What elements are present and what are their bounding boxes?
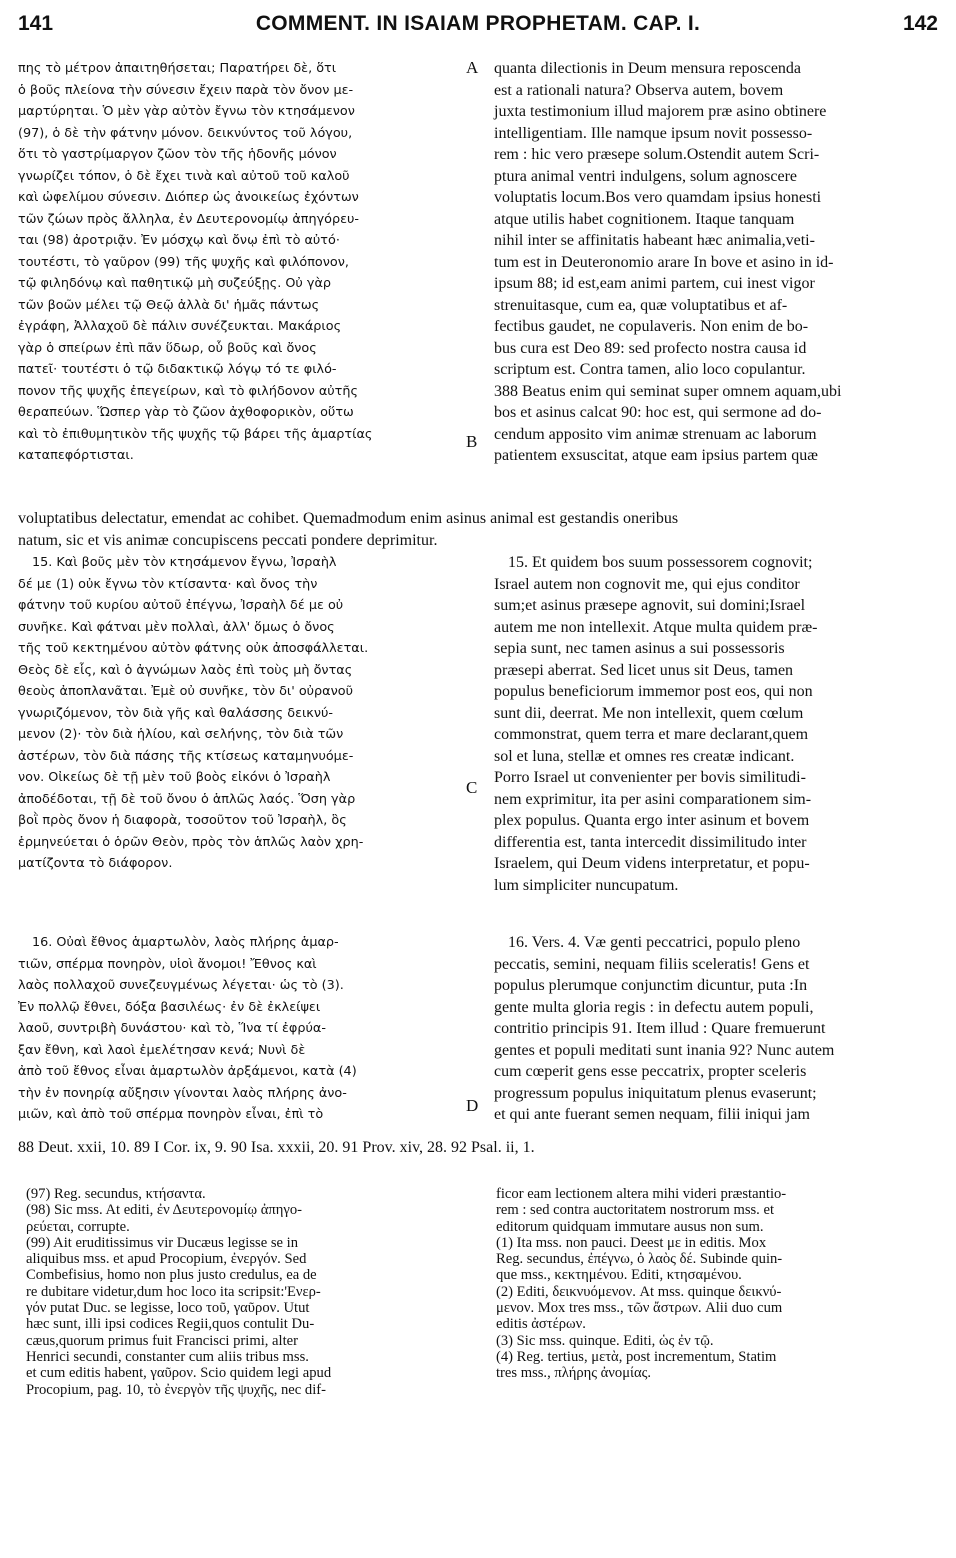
text-line: plex populus. Quanta ergo inter asinum et bovem [494,812,810,829]
text-line: lum simpliciter nuncupatum. [494,876,679,894]
text-line: cum cœperit gens esse peccatrix, propter sceleris [494,1063,807,1080]
text-line: ματίζοντα τὸ διάφορον. [18,856,173,871]
text-line: fectibus gaudet, ne copulaveris. Non enim de bo- [494,318,809,335]
text-line: τῷ φιληδόνῳ καὶ παθητικῷ μὴ συζεύξῃς. Οὐ γὰρ [18,276,332,291]
text-line: Israelem, qui Deum videns interpretatur, et popu- [494,855,810,872]
text-line: sepia sunt, nec tamen asinus a sui possessoris [494,640,785,657]
text-line: autem me non intellexit. Atque multa quidem præ- [494,618,818,636]
text-line: sunt dii, deerrat. Me non intellexit, quem cœlum [494,704,804,722]
text-line: μενον (2)· τὸν διὰ ἡλίου, καὶ σελήνης, τὸν διὰ τῶν [18,727,344,742]
text-line: præsepi aberrat. Sed licet unus sit Deus, tamen [494,661,794,679]
text-line: μιῶν, καὶ ἀπὸ τοῦ σπέρμα πονηρὸν εἶναι, ἐπὶ τὸ [18,1107,324,1122]
text-line: patientem exsuscitat, atque eam ipsius partem quæ [494,447,818,464]
text-line: rem : hic vero præsepe solum.Ostendit autem Scri- [494,146,820,163]
text-line: 16. Vers. 4. Væ genti peccatrici, populo pleno [508,934,801,951]
text-line: τὴν ἐν πονηρίᾳ αὔξησιν γίνονται λαὸς πλήρης ἀνο- [18,1085,347,1101]
scripture-references: 88 Deut. xxii, 10. 89 I Cor. ix, 9. 90 Isa. xxxii, 20. 91 Prov. xiv, 28. 92 Psal. ii, 1. [18,1139,535,1156]
note-line: tres mss., πλήρης ἀνομίας. [496,1365,652,1382]
text-line: Porro Israel ut convenienter per bovis similitudi- [494,769,806,786]
text-line: ἀπὸ τοῦ ἔθνος εἶναι ἁμαρτωλὸν ἀρξάμενοι, κατὰ (4) [18,1064,357,1079]
text-line: καὶ ὠφελίμου σύνεσιν. Διόπερ ὡς ἀνοικείως ἐχόντων [18,190,359,205]
note-line: (99) Ait eruditissimus vir Ducæus legisse se in [26,1234,298,1251]
note-line: cæus,quorum primus fuit Francisci primi, alter [26,1332,298,1349]
note-line: (3) Sic mss. quinque. Editi, ὡς ἐν τῷ. [496,1332,714,1349]
text-line: sum;et asinus præsepe agnovit, sui domini;Israel [494,597,806,614]
text-line: ptura animal ventri indulgens, solum agnoscere [494,167,798,185]
text-line: est a rationali natura? Observa autem, bovem [494,81,784,99]
footnotes-right [496,1186,936,1382]
text-line: 15. Et quidem bos suum possessorem cognovit; [508,554,813,571]
page-header [18,12,938,40]
note-line: Procopium, pag. 10, τὸ ἐνεργὸν τῆς ψυχῆς, nec dif- [26,1381,326,1398]
note-line: (98) Sic mss. At editi, ἐν Δευτερονομίῳ ἀπηγο- [26,1202,302,1219]
text-line: ἀποδέδοται, τῇ δὲ τοῦ ὄνου ὁ ἁπλῶς λαός. Ὅση γὰρ [18,791,356,807]
margin-marker-c: C [466,778,478,797]
text-line: differentia est, tanta intercedit dissimilitudo inter [494,833,807,851]
note-line: Combefisius, homo non plus justo credulus, ea de [26,1267,317,1284]
text-line: τῶν ζώων πρὸς ἄλληλα, ἐν Δευτερονομίῳ ἀπηγόρευ- [18,211,360,227]
text-line: natum, sic et vis animæ concupiscens peccati pondere deprimitur. [18,531,438,549]
text-line: cendum apposito vim animæ strenuam ac laborum [494,425,817,443]
note-line: rem : sed contra auctoritatem nostrorum mss. et [496,1202,775,1219]
text-line: peccatis, semini, nequam filiis sceleratis! Gens et [494,955,810,973]
text-line: τουτέστι, τὸ γαῦρον (99) τῆς ψυχῆς καὶ φιλόπονον, [18,254,349,270]
text-line: Ἐν πολλῷ ἔθνει, δόξα βασιλέως· ἐν δὲ ἐκλείψει [18,999,321,1015]
text-line: ἑρμηνεύεται ὁ ὁρῶν Θεὸν, πρὸς τὸν ἁπλῶς λαὸν χρη- [18,834,364,850]
greek-column-2 [18,552,460,875]
note-line: editorum quidquam immutare ausus non sum. [496,1218,764,1235]
text-line: δέ με (1) οὐκ ἔγνω τὸν κτίσαντα· καὶ ὄνος τὴν [18,576,318,592]
note-line: Henrici secundi, constanter cum aliis tribus mss. [26,1348,309,1365]
text-line: et qui ante fuerant semen nequam, filii iniqui jam [494,1106,810,1123]
text-line: bos et asinus calcat 90: hoc est, qui sermone ad do- [494,404,822,421]
text-line: strenuitasque, cum ea, quæ voluptatibus et af- [494,296,788,314]
margin-marker-d: D [466,1096,479,1115]
text-line: ξαν ἔθνη, καὶ λαοὶ ἐμελέτησαν κενά; Νυνὶ δὲ [18,1042,306,1058]
text-line: gentes et populi meditati sunt inania 92? Nunc autem [494,1041,835,1059]
text-line: (97), ὁ δὲ τὴν φάτνην μόνον. δεικνύντος τοῦ λόγου, [18,125,353,141]
note-line: (2) Editi, δεικνυόμενον. At mss. quinque δεικνύ- [496,1283,782,1300]
text-line: γνωρίζει τόπον, ὁ δὲ ἔχει τινὰ καὶ αὐτοῦ τοῦ καλοῦ [18,168,350,184]
note-line: hæc sunt, illi ipsi codices Regii,quos contulit Du- [26,1316,315,1333]
text-line: quanta dilectionis in Deum mensura reposcenda [494,60,802,77]
text-line: πονον τῆς ψυχῆς ἐπεγείρων, καὶ τὸ φιλήδονον αὐτῆς [18,383,358,399]
note-line: que mss., κεκτημένου. Editi, κτησαμένου. [496,1267,742,1284]
text-line: ὁ βοῦς πλείονα τὴν σύνεσιν ἔχειν παρὰ τὸν ὄνον με- [18,82,354,98]
text-line: καταπεφόρτισται. [18,448,134,463]
text-line: ὅτι τὸ γαστρίμαργον ζῶον τὸν τῆς ἡδονῆς μόνον [18,147,337,162]
text-line: nihil inter se affinitatis habeant hæc animalia,veti- [494,232,815,249]
text-line: τῆς τοῦ κεκτημένου αὐτὸν φάτνης οὐκ ἀποσφάλλεται. [18,641,369,656]
text-line: Israel autem non cognovit me, qui ejus conditor [494,575,800,593]
note-line: editis ἀστέρων. [496,1316,586,1333]
text-line: populus plerumque conjunctim dicuntur, puta :In [494,977,808,994]
text-line: atque utilis habet cognitionem. Itaque tanquam [494,210,795,228]
text-line: γὰρ ὁ σπείρων ἐπὶ πᾶν ὕδωρ, οὗ βοῦς καὶ ὄνος [18,340,317,356]
note-line: ρεύεται, corrupte. [26,1218,130,1235]
note-line: ficor eam lectionem altera mihi videri præstantio- [496,1186,787,1202]
text-line: juxta testimonium illud majorem præ asino obtinere [494,103,827,120]
full-width-paragraph [18,508,940,551]
text-line: tum est in Deuteronomio arare In bove et asino in id- [494,253,834,271]
text-line: ipsum 88; id est,eam animi partem, cui inest vigor [494,275,815,292]
text-line: τιῶν, σπέρμα πονηρὸν, υἱοὶ ἄνομοι! Ἔθνος καὶ [18,956,317,972]
text-line: συνῆκε. Καὶ φάτναι μὲν πολλαὶ, ἀλλ' ὅμως ὁ ὄνος [18,619,335,635]
running-title: COMMENT. IN ISAIAM PROPHETAM. CAP. I. [255,12,701,35]
note-line: (4) Reg. tertius, μετὰ, post incrementum, Statim [496,1348,777,1365]
text-line: νον. Οἰκείως δὲ τῇ μὲν τοῦ βοὸς εἰκόνι ὁ Ἰσραὴλ [18,770,331,785]
note-line: Reg. secundus, ἐπέγνω, ὁ λαὸς δέ. Subinde quin- [496,1251,783,1268]
greek-column-3 [18,932,460,1126]
latin-column-3 [494,932,940,1126]
note-line: (1) Ita mss. non pauci. Deest με in editis. Mox [496,1234,767,1251]
text-line: λαοῦ, συντριβὴ δυνάστου· καὶ τὸ, Ἵνα τί ἐφρύα- [18,1021,326,1036]
text-line: populus beneficiorum immemor post eos, qui non [494,683,813,700]
note-line: re dubitare videtur,dum hoc loco ita scripsit:'Ενερ- [26,1283,321,1300]
text-line: βοῒ πρὸς ὄνον ἡ διαφορὰ, τοσοῦτον τοῦ Ἰσραὴλ, ὃς [18,813,347,828]
text-line: voluptatis locum.Bos vero quamdam ipsius honesti [494,189,822,206]
text-line: gente multa gloria regis : in defectu autem populi, [494,998,814,1016]
text-line: ται (98) ἀροτριᾷν. Ἐν μόσχῳ καὶ ὄνῳ ἐπὶ τὸ αὐτό· [18,233,340,248]
text-line: Θεὸς δὲ εἷς, καὶ ὁ ἀγνώμων λαὸς ἐπὶ τοὺς μὴ ὄντας [18,662,353,678]
note-line: (97) Reg. secundus, κτήσαντα. [26,1186,206,1202]
note-line: et cum editis habent, γαῦρον. Scio quidem legi apud [26,1365,332,1382]
text-line: λαὸς πολλαχοῦ συνεζευγμένως λέγεται· ὡς τὸ (3). [18,978,344,993]
text-line: θεοὺς ἀποπλανᾶται. Ἐμὲ οὐ συνῆκε, τὸν δι' οὐρανοῦ [18,684,353,699]
text-line: scriptum est. Contra tamen, alio loco copulantur. [494,361,806,378]
text-line: ἀστέρων, τὸν διὰ πάσης τῆς κτίσεως καταμηνυόμε- [18,748,354,764]
text-line: καὶ τὸ ἐπιθυμητικὸν τῆς ψυχῆς τῷ βάρει τῆς ἁμαρτίας [18,426,373,442]
text-line: ἐγράφη, Ἀλλαχοῦ δὲ πάλιν συνέζευκται. Μακάριος [18,319,342,334]
text-line: progressum populus iniquitatum plenus evaserunt; [494,1084,817,1102]
page-number-right: 142 [902,12,938,35]
text-line: 16. Οὐαὶ ἔθνος ἁμαρτωλὸν, λαὸς πλήρης ἁμαρ- [32,935,339,950]
text-line: γνωριζόμενον, τὸν διὰ γῆς καὶ θαλάσσης δεικνύ- [18,705,334,721]
text-line: πατεῖ· τουτέστι ὁ τῷ διδακτικῷ λόγῳ τό τε φιλό- [18,362,337,377]
note-line: aliquibus mss. et apud Procopium, ἐνεργόν. Sed [26,1251,307,1268]
text-line: nem exprimitur, ita per asini comparationem sim- [494,790,812,808]
latin-column-2 [494,552,940,896]
text-line: commonstrat, quem terra et mare declarant,quem [494,726,809,743]
text-line: bus cura est Deo 89: sed profecto nostra causa id [494,339,807,357]
margin-marker-a: A [466,58,479,77]
text-line: φάτνην τοῦ κυρίου αὐτοῦ ἐπέγνω, Ἰσραὴλ δέ με οὐ [18,598,344,613]
text-line: 388 Beatus enim qui seminat super omnem aquam,ubi [494,382,842,400]
text-line: μαρτύρηται. Ὁ μὲν γὰρ αὐτὸν ἔγνω τὸν κτησάμενον [18,104,355,119]
text-line: sol et luna, stellæ et omnes res creatæ indicant. [494,747,795,765]
note-line: μενον. Mox tres mss., τῶν ἄστρων. Alii duo cum [496,1300,783,1317]
text-line: contritio principis 91. Item illud : Quare fremuerunt [494,1020,826,1037]
text-line: voluptatibus delectatur, emendat ac cohibet. Quemadmodum enim asinus animal est gestandis oneribus [18,510,679,527]
note-line: γόν putat Duc. se legisse, loco τοῦ, γαῦρον. Utut [26,1300,310,1317]
text-line: πης τὸ μέτρον ἀπαιτηθήσεται; Παρατήρει δὲ, ὅτι [18,61,337,76]
margin-marker-b: B [466,432,478,451]
page-number-left: 141 [18,12,54,35]
text-line: τῶν βοῶν μέλει τῷ Θεῷ ἀλλὰ δι' ἡμᾶς πάντως [18,297,320,313]
text-line: 15. Καὶ βοῦς μὲν τὸν κτησάμενον ἔγνω, Ἰσραὴλ [32,555,337,570]
footnotes-left [26,1186,466,1398]
greek-column-1 [18,58,460,467]
text-line: intelligentiam. Ille namque ipsum novit possesso- [494,124,813,142]
latin-column-1 [494,58,940,467]
text-line: θεραπεύων. Ὥσπερ γὰρ τὸ ζῶον ἀχθοφορικὸν, οὕτω [18,405,354,420]
